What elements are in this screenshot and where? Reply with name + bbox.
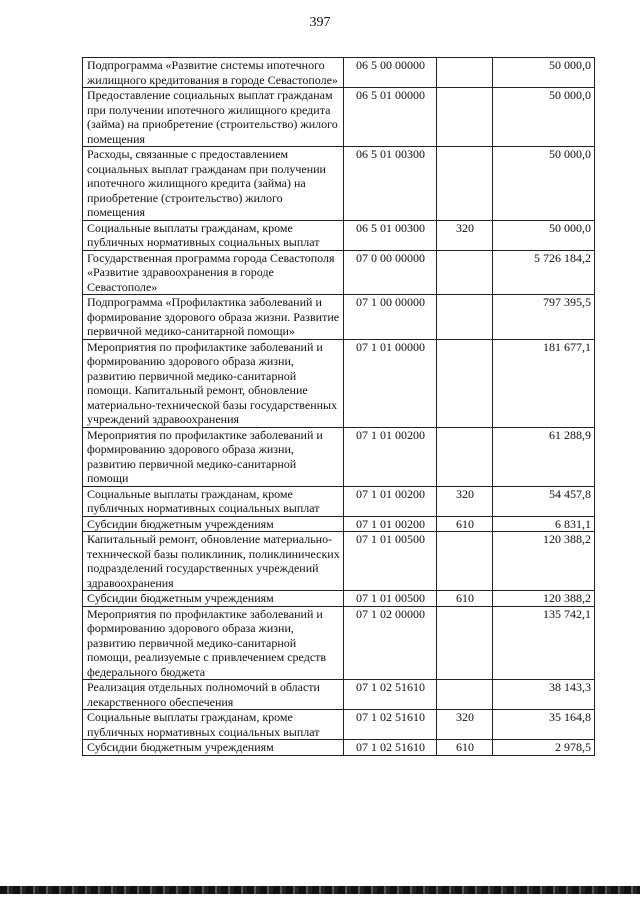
row-name: Капитальный ремонт, обновление материально-технической базы поликлиник, поликлинических подразделений государственных учреждений здравоохранения xyxy=(83,532,344,591)
row-expense-type xyxy=(437,88,493,147)
table-row xyxy=(83,680,595,710)
row-code: 07 1 02 51610 xyxy=(344,710,437,740)
row-code: 07 1 00 00000 xyxy=(344,295,437,340)
table-row xyxy=(83,516,595,532)
row-code: 07 1 01 00200 xyxy=(344,486,437,516)
row-amount: 50 000,0 xyxy=(493,147,595,221)
row-expense-type xyxy=(437,147,493,221)
row-amount: 50 000,0 xyxy=(493,220,595,250)
row-name: Мероприятия по профилактике заболеваний и формированию здорового образа жизни, развитию первичной медико-санитарной помощи, реализуемые с привлечением средств федерального бюджета xyxy=(83,606,344,680)
row-code: 06 5 01 00000 xyxy=(344,88,437,147)
budget-table-body xyxy=(83,58,595,756)
row-name: Подпрограмма «Развитие системы ипотечного жилищного кредитования в городе Севастополе» xyxy=(83,58,344,88)
table-row xyxy=(83,147,595,221)
row-code: 07 1 01 00000 xyxy=(344,339,437,427)
table-row xyxy=(83,606,595,680)
row-amount: 61 288,9 xyxy=(493,427,595,486)
row-expense-type: 610 xyxy=(437,591,493,607)
row-amount: 54 457,8 xyxy=(493,486,595,516)
row-code: 06 5 01 00300 xyxy=(344,147,437,221)
row-amount: 120 388,2 xyxy=(493,532,595,591)
table-row xyxy=(83,88,595,147)
row-code: 07 1 02 51610 xyxy=(344,680,437,710)
row-name: Социальные выплаты гражданам, кроме публичных нормативных социальных выплат xyxy=(83,220,344,250)
row-expense-type xyxy=(437,532,493,591)
row-code: 07 1 01 00200 xyxy=(344,516,437,532)
row-name: Реализация отдельных полномочий в области лекарственного обеспечения xyxy=(83,680,344,710)
row-name: Социальные выплаты гражданам, кроме публичных нормативных социальных выплат xyxy=(83,710,344,740)
scan-edge-bar xyxy=(0,886,640,894)
row-name: Расходы, связанные с предоставлением социальных выплат гражданам при получении ипотечного жилищного кредита (займа) на приобретение (строительство) жилого помещения xyxy=(83,147,344,221)
row-code: 07 1 01 00500 xyxy=(344,532,437,591)
row-name: Субсидии бюджетным учреждениям xyxy=(83,740,344,756)
row-code: 07 1 02 51610 xyxy=(344,740,437,756)
row-expense-type xyxy=(437,680,493,710)
row-expense-type: 320 xyxy=(437,486,493,516)
row-code: 07 1 01 00500 xyxy=(344,591,437,607)
table-row xyxy=(83,427,595,486)
row-name: Предоставление социальных выплат гражданам при получении ипотечного жилищного кредита (займа) на приобретение (строительство) жилого помещения xyxy=(83,88,344,147)
row-code: 07 0 00 00000 xyxy=(344,250,437,295)
table-row xyxy=(83,339,595,427)
table-row xyxy=(83,58,595,88)
row-amount: 6 831,1 xyxy=(493,516,595,532)
row-amount: 5 726 184,2 xyxy=(493,250,595,295)
row-code: 07 1 02 00000 xyxy=(344,606,437,680)
table-row xyxy=(83,591,595,607)
row-amount: 181 677,1 xyxy=(493,339,595,427)
row-expense-type xyxy=(437,295,493,340)
table-row xyxy=(83,740,595,756)
page-number: 397 xyxy=(309,15,331,30)
row-amount: 35 164,8 xyxy=(493,710,595,740)
row-amount: 2 978,5 xyxy=(493,740,595,756)
row-amount: 135 742,1 xyxy=(493,606,595,680)
row-expense-type: 320 xyxy=(437,710,493,740)
row-amount: 50 000,0 xyxy=(493,58,595,88)
table-row xyxy=(83,220,595,250)
table-row xyxy=(83,486,595,516)
row-name: Субсидии бюджетным учреждениям xyxy=(83,516,344,532)
row-expense-type xyxy=(437,427,493,486)
row-expense-type: 320 xyxy=(437,220,493,250)
row-expense-type xyxy=(437,339,493,427)
budget-table xyxy=(82,57,595,756)
row-name: Мероприятия по профилактике заболеваний и формированию здорового образа жизни, развитию первичной медико-санитарной помощи. Капитальный ремонт, обновление материально-технической базы государственных учреждений здравоохранения xyxy=(83,339,344,427)
table-row xyxy=(83,250,595,295)
row-amount: 50 000,0 xyxy=(493,88,595,147)
table-row xyxy=(83,532,595,591)
row-name: Социальные выплаты гражданам, кроме публичных нормативных социальных выплат xyxy=(83,486,344,516)
row-name: Подпрограмма «Профилактика заболеваний и формирование здорового образа жизни. Развитие первичной медико-санитарной помощи» xyxy=(83,295,344,340)
row-code: 07 1 01 00200 xyxy=(344,427,437,486)
row-expense-type: 610 xyxy=(437,516,493,532)
row-name: Государственная программа города Севастополя «Развитие здравоохранения в городе Севастополе» xyxy=(83,250,344,295)
row-expense-type xyxy=(437,58,493,88)
row-expense-type xyxy=(437,606,493,680)
row-amount: 120 388,2 xyxy=(493,591,595,607)
row-name: Мероприятия по профилактике заболеваний и формированию здорового образа жизни, развитию первичной медико-санитарной помощи xyxy=(83,427,344,486)
row-expense-type: 610 xyxy=(437,740,493,756)
row-amount: 38 143,3 xyxy=(493,680,595,710)
row-expense-type xyxy=(437,250,493,295)
table-row xyxy=(83,295,595,340)
row-code: 06 5 00 00000 xyxy=(344,58,437,88)
row-amount: 797 395,5 xyxy=(493,295,595,340)
row-code: 06 5 01 00300 xyxy=(344,220,437,250)
row-name: Субсидии бюджетным учреждениям xyxy=(83,591,344,607)
table-row xyxy=(83,710,595,740)
